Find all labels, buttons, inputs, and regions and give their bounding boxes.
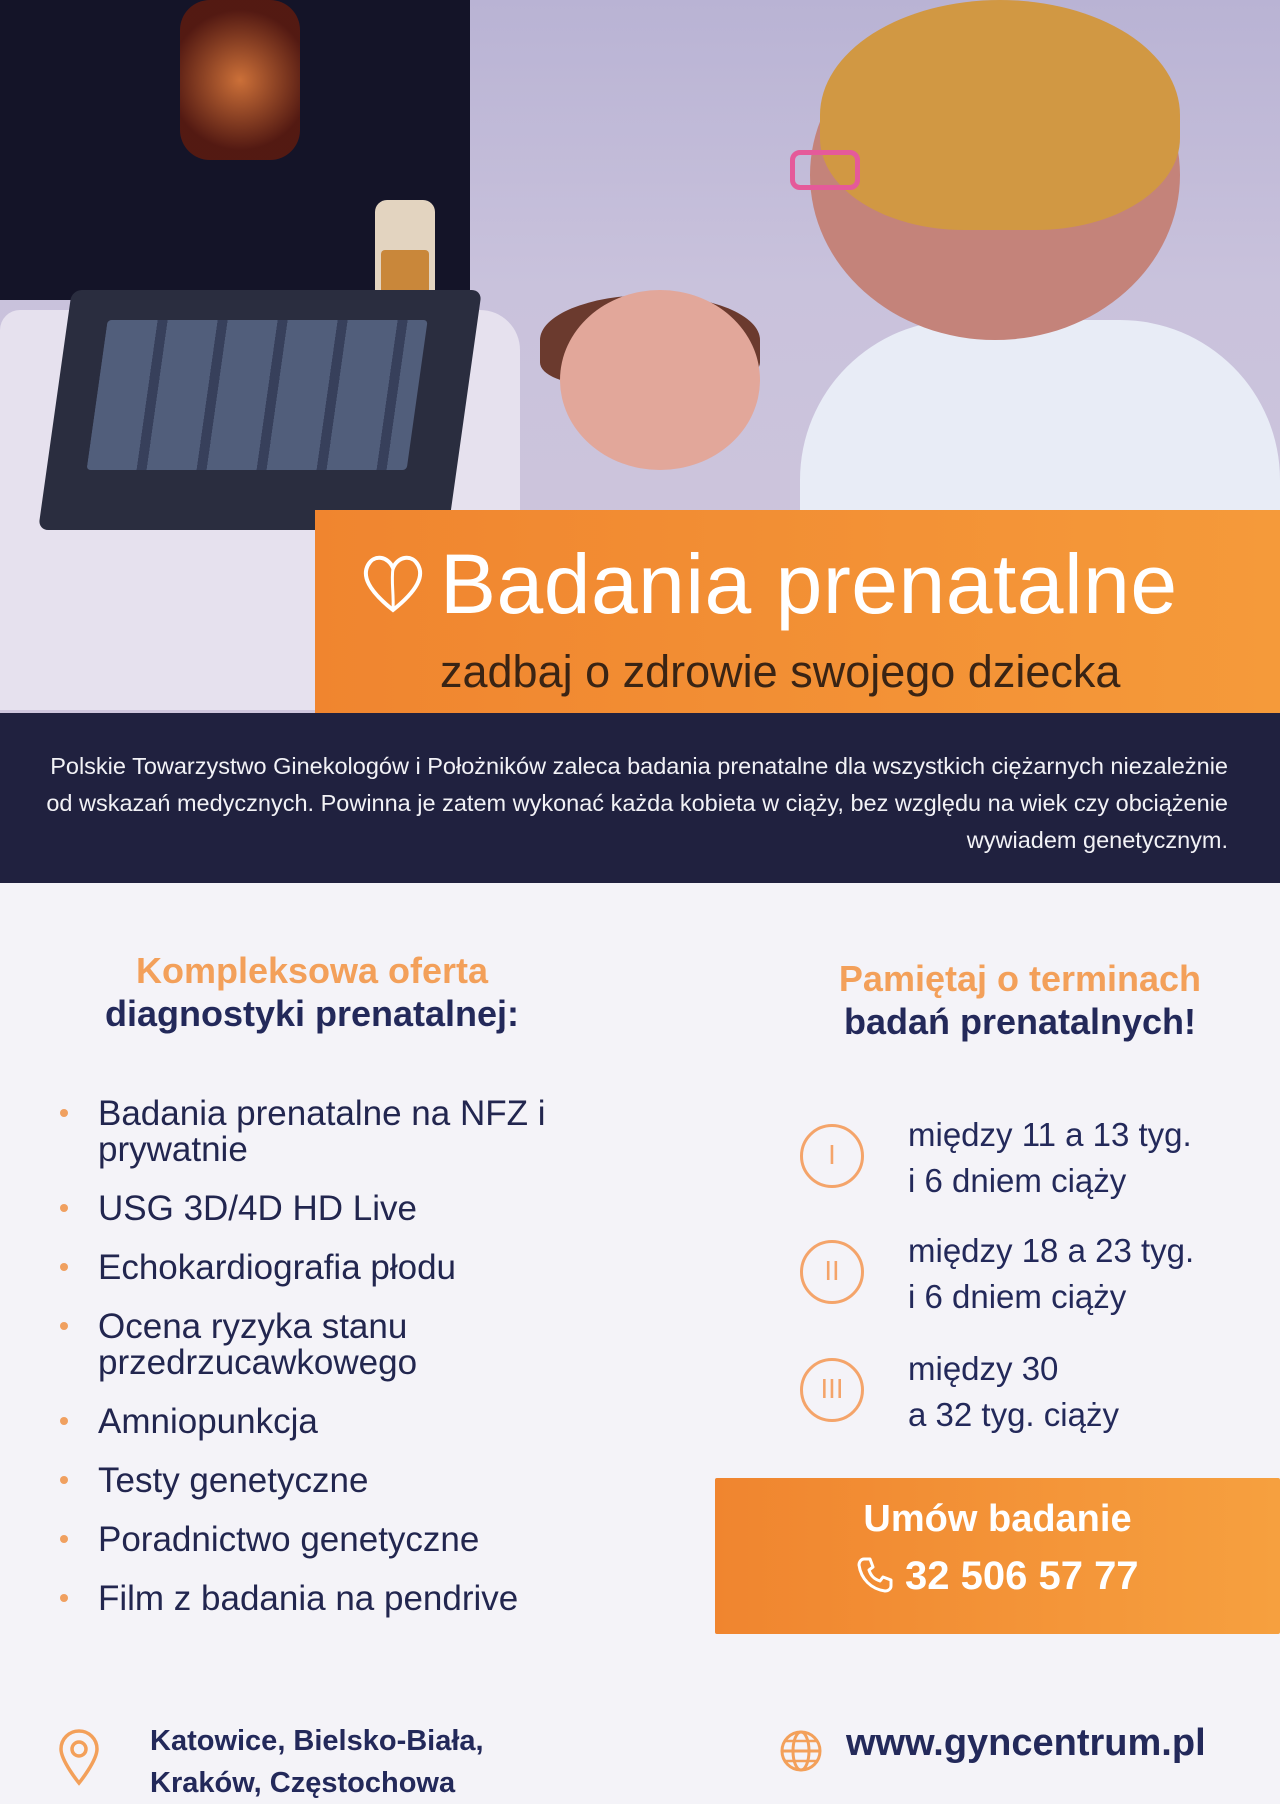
list-item: Badania prenatalne na NFZ i prywatnie [58,1096,618,1168]
bullet-icon [60,1476,68,1484]
bullet-icon [60,1322,68,1330]
locations-text: Katowice, Bielsko-Biała, Kraków, Częstochowa [150,1725,484,1799]
bullet-icon [60,1594,68,1602]
offer-list [58,1096,618,1640]
term-text: między 11 a 13 tyg. i 6 dniem ciąży [908,1116,1192,1199]
globe-icon [778,1728,824,1774]
bullet-icon [60,1417,68,1425]
doctor-hair [820,0,1180,230]
book-appointment-box[interactable] [715,1478,1280,1634]
ultrasound-touchscreen [38,290,482,530]
book-appointment-label: Umów badanie [863,1498,1132,1540]
terms-heading [800,958,1240,1044]
phone-icon [855,1555,895,1595]
term-item-3 [800,1346,1240,1446]
list-item: Echokardiografia płodu [58,1250,618,1286]
list-item: Ocena ryzyka stanu przedrzucawkowego [58,1309,618,1381]
intro-text: Polskie Towarzystwo Ginekologów i Położników zaleca badania prenatalne dla wszystkich ciężarnych niezależnie od wskazań medycznych. Powinna je zatem wykonać każda kobieta w ciąży, bez względu na wiek czy obciążenie wywiadem genetycznym. [46,753,1228,853]
list-item: Amniopunkcja [58,1404,618,1440]
location-pin-icon [56,1728,102,1786]
bullet-icon [60,1204,68,1212]
bullet-icon [60,1263,68,1271]
patient-face [560,290,760,470]
list-item: Testy genetyczne [58,1463,618,1499]
page-title: Badania prenatalne [440,537,1178,631]
offer-heading-navy: diagnostyki prenatalnej: [104,993,520,1034]
list-item: Film z badania na pendrive [58,1581,618,1617]
numeral-badge: II [800,1240,864,1304]
term-text: między 18 a 23 tyg. i 6 dniem ciąży [908,1232,1195,1315]
list-item: USG 3D/4D HD Live [58,1191,618,1227]
term-text: między 30 a 32 tyg. ciąży [908,1350,1119,1433]
website-link[interactable]: www.gyncentrum.pl [846,1722,1206,1764]
numeral-badge: I [800,1124,864,1188]
bullet-icon [60,1109,68,1117]
terms-heading-orange: Pamiętaj o terminach [838,958,1202,999]
page-subtitle: zadbaj o zdrowie swojego dziecka [440,646,1121,697]
term-item-1 [800,1112,1240,1212]
numeral-badge: III [800,1358,864,1422]
term-item-2 [800,1228,1240,1328]
doctor-glasses [790,150,860,190]
terms-heading-navy: badań prenatalnych! [843,1001,1197,1042]
offer-heading-orange: Kompleksowa oferta [135,950,489,991]
heart-icon [358,548,428,618]
bullet-icon [60,1535,68,1543]
list-item: Poradnictwo genetyczne [58,1522,618,1558]
phone-number[interactable]: 32 506 57 77 [855,1554,1139,1599]
offer-heading [82,950,542,1036]
